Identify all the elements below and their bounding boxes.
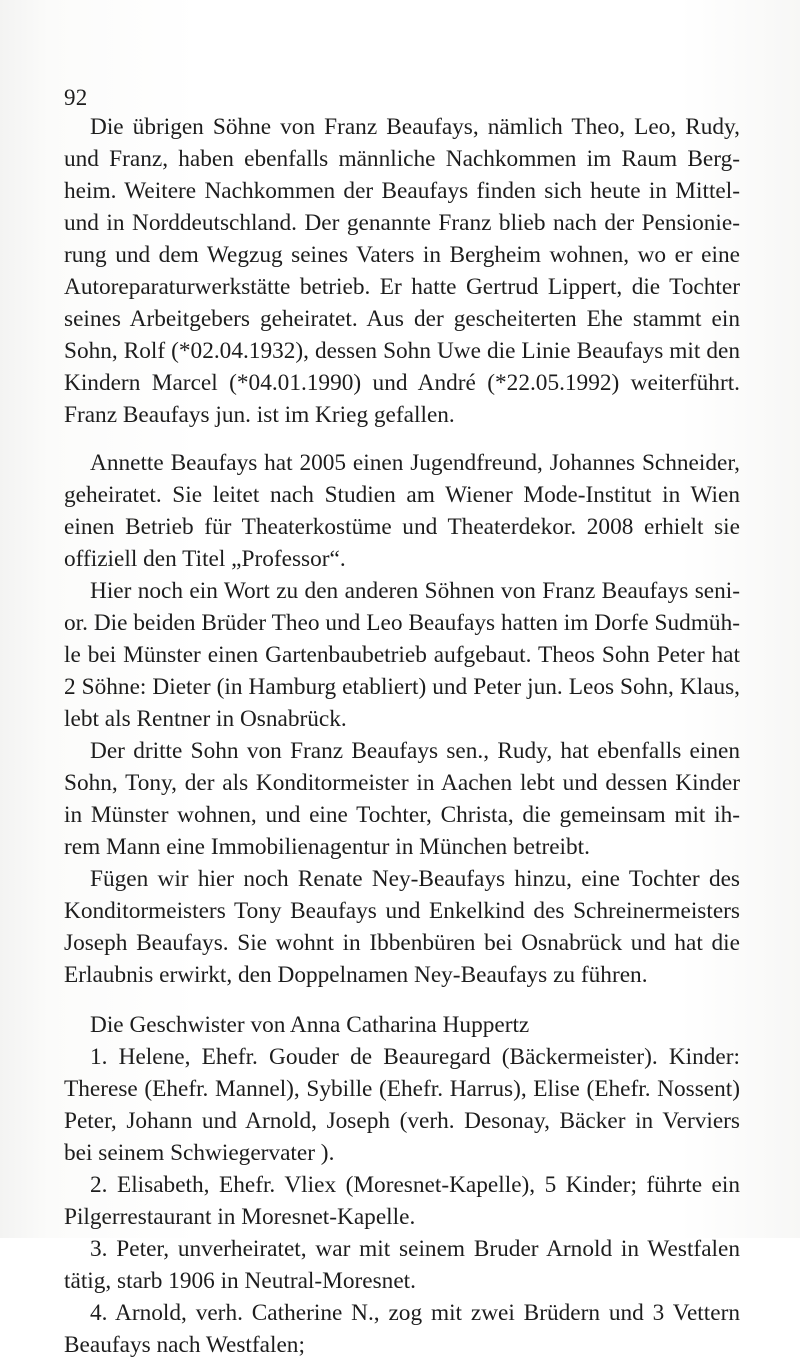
text-line: 2. Elisabeth, Ehefr. Vliex (Moresnet-Kapelle), 5 Kinder; führte ein — [90, 1172, 740, 1198]
text-line: Der dritte Sohn von Franz Beaufays sen., Rudy, hat ebenfalls einen — [90, 738, 740, 764]
paragraph-gap — [64, 431, 740, 447]
text-line: le bei Münster einen Gartenbaubetrieb aufgebaut. Theos Sohn Peter hat — [64, 642, 740, 668]
text-line: rem Mann eine Immobilienagentur in München betreibt. — [64, 834, 590, 860]
text-line: und in Norddeutschland. Der genannte Franz blieb nach der Pensionie- — [64, 210, 740, 236]
text-line: seines Arbeitgebers geheiratet. Aus der gescheiterten Ehe stammt ein — [64, 306, 740, 332]
text-line: Erlaubnis erwirkt, den Doppelnamen Ney-Beaufays zu führen. — [64, 962, 648, 988]
text-line: lebt als Rentner in Osnabrück. — [64, 706, 347, 732]
text-line: rung und dem Wegzug seines Vaters in Bergheim wohnen, wo er eine — [64, 242, 740, 268]
body-text — [64, 111, 740, 1361]
text-line: Joseph Beaufays. Sie wohnt in Ibbenbüren bei Osnabrück und hat die — [64, 930, 740, 956]
text-line: Franz Beaufays jun. ist im Krieg gefallen. — [64, 402, 455, 428]
text-line: heim. Weitere Nachkommen der Beaufays finden sich heute in Mittel- — [64, 178, 740, 204]
text-line: und Franz, haben ebenfalls männliche Nachkommen im Raum Berg- — [64, 146, 740, 172]
paragraph-5 — [64, 863, 740, 991]
heading-line: Die Geschwister von Anna Catharina Huppertz — [90, 1012, 530, 1038]
text-line: Fügen wir hier noch Renate Ney-Beaufays hinzu, eine Tochter des — [90, 866, 740, 892]
text-line: Sohn, Rolf (*02.04.1932), dessen Sohn Uwe die Linie Beaufays mit den — [64, 338, 740, 364]
text-line: 1. Helene, Ehefr. Gouder de Beauregard (Bäckermeister). Kinder: — [90, 1044, 740, 1070]
text-line: in Münster wohnen, und eine Tochter, Christa, die gemeinsam mit ih- — [64, 802, 740, 828]
paragraph-1 — [64, 111, 740, 431]
paragraph-2 — [64, 447, 740, 575]
text-line: offiziell den Titel „Professor“. — [64, 546, 346, 572]
text-line: Beaufays nach Westfalen; — [64, 1332, 305, 1358]
text-line: Sohn, Tony, der als Konditormeister in Aachen lebt und dessen Kinder — [64, 770, 740, 796]
text-line: 3. Peter, unverheiratet, war mit seinem Bruder Arnold in Westfalen — [90, 1236, 740, 1262]
section-heading — [64, 1009, 740, 1041]
list-item-4 — [64, 1297, 740, 1361]
text-line: einen Betrieb für Theaterkostüme und Theaterdekor. 2008 erhielt sie — [64, 514, 740, 540]
text-line: 4. Arnold, verh. Catherine N., zog mit zwei Brüdern und 3 Vettern — [90, 1300, 740, 1326]
text-line: Die übrigen Söhne von Franz Beaufays, nämlich Theo, Leo, Rudy, — [90, 114, 740, 140]
text-line: Hier noch ein Wort zu den anderen Söhnen von Franz Beaufays seni- — [90, 578, 740, 604]
text-line: Therese (Ehefr. Mannel), Sybille (Ehefr. Harrus), Elise (Ehefr. Nossent) — [64, 1076, 740, 1102]
text-line: geheiratet. Sie leitet nach Studien am Wiener Mode-Institut in Wien — [64, 482, 740, 508]
text-line: Annette Beaufays hat 2005 einen Jugendfreund, Johannes Schneider, — [90, 450, 740, 476]
section-gap — [64, 991, 740, 1009]
page-number: 92 — [64, 85, 88, 110]
paragraph-4 — [64, 735, 740, 863]
list-item-2 — [64, 1169, 740, 1233]
paragraph-3 — [64, 575, 740, 735]
text-line: 2 Söhne: Dieter (in Hamburg etabliert) und Peter jun. Leos Sohn, Klaus, — [64, 674, 740, 700]
text-line: bei seinem Schwiegervater ). — [64, 1140, 335, 1166]
text-line: Autoreparaturwerkstätte betrieb. Er hatte Gertrud Lippert, die Tochter — [64, 274, 740, 300]
text-line: Pilgerrestaurant in Moresnet-Kapelle. — [64, 1204, 416, 1230]
text-line: Kindern Marcel (*04.01.1990) und André (*22.05.1992) weiterführt. — [64, 370, 740, 396]
list-item-1 — [64, 1041, 740, 1169]
text-line: Konditormeisters Tony Beaufays und Enkelkind des Schreinermeisters — [64, 898, 740, 924]
text-line: Peter, Johann und Arnold, Joseph (verh. Desonay, Bäcker in Verviers — [64, 1108, 740, 1134]
list-item-3 — [64, 1233, 740, 1297]
text-line: tätig, starb 1906 in Neutral-Moresnet. — [64, 1268, 416, 1294]
text-line: or. Die beiden Brüder Theo und Leo Beaufays hatten im Dorfe Sudmüh- — [64, 610, 740, 636]
